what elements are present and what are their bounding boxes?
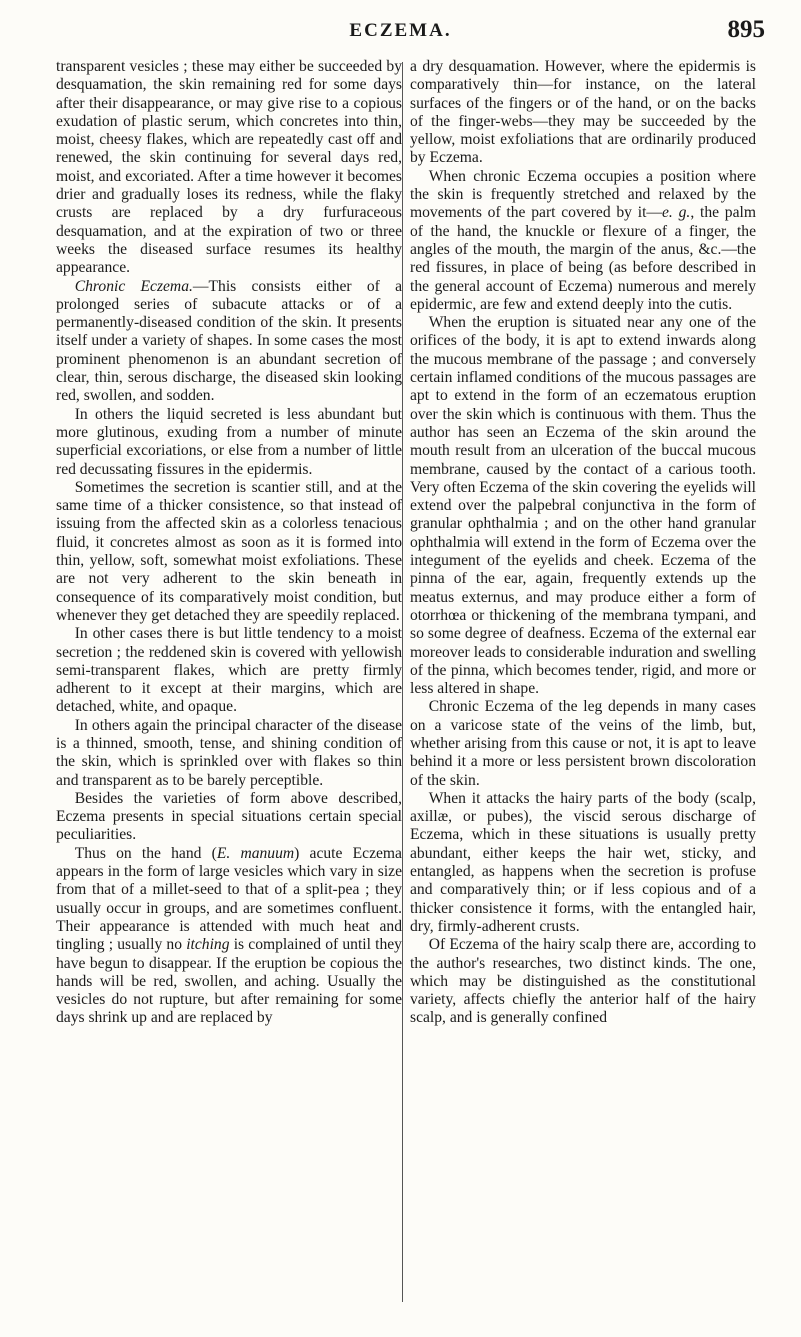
paragraph: Sometimes the secretion is scantier still, and at the same time of a thicker consistence, so that instead of issuing from the affected skin as a colorless tenacious fluid, it concretes almost as soon as it is formed into thin, yellow, soft, somewhat moist exfoliations. These are not very adherent to the skin beneath in consequence of its comparatively moist condition, but whenever they get detached they are speedily replaced. xyxy=(56,478,402,624)
paragraph: In others the liquid secreted is less abundant but more glutinous, exuding from a number of minute superficial excoriations, or else from a number of little red decussating fissures in the epidermis. xyxy=(56,405,402,478)
paragraph: In other cases there is but little tendency to a moist secretion ; the reddened skin is covered with yellowish semi-transparent flakes, which are pretty firmly adherent to it except at their margins, which are detached, white, and opaque. xyxy=(56,625,402,716)
paragraph: Besides the varieties of form above described, Eczema presents in special situations certain special peculiarities. xyxy=(56,789,402,844)
paragraph: When chronic Eczema occupies a position where the skin is frequently stretched and relaxed by the movements of the part covered by it—e. g., the palm of the hand, the knuckle or flexure of a finger, the angles of the mouth, the margin of the anus, &c.—the red fissures, in place of being (as before described in the general account of Eczema) numerous and merely epidermic, are few and extend deeply into the cutis. xyxy=(410,167,756,313)
page-header xyxy=(0,16,801,50)
paragraph: Chronic Eczema of the leg depends in many cases on a varicose state of the veins of the limb, but, whether arising from this cause or not, it is apt to leave behind it a more or less persistent brown discoloration of the skin. xyxy=(410,698,756,789)
paragraph: transparent vesicles ; these may either be succeeded by desquamation, the skin remaining red for some days after their disappearance, or may give rise to a copious exudation of plastic serum, which concretes into thin, moist, cheesy flakes, which are repeatedly cast off and renewed, the skin continuing for several days red, moist, and excoriated. After a time however it becomes drier and gradually loses its redness, while the flaky crusts are replaced by a dry furfuraceous desquamation, and at the expiration of two or three weeks the diseased surface resumes its healthy appearance. xyxy=(56,58,402,277)
left-column xyxy=(56,58,402,1028)
page-number: 895 xyxy=(727,16,765,43)
paragraph: In others again the principal character of the disease is a thinned, smooth, tense, and shining condition of the skin, which is sprinkled over with flakes so thin and transparent as to be barely perceptible. xyxy=(56,716,402,789)
paragraph: Chronic Eczema.—This consists either of a prolonged series of subacute attacks or of a permanently-diseased condition of the skin. It presents itself under a variety of shapes. In some cases the most prominent phenomenon is an abundant secretion of clear, thin, serous discharge, the diseased skin looking red, swollen, and sodden. xyxy=(56,277,402,405)
paragraph: a dry desquamation. However, where the epidermis is comparatively thin—for instance, on the lateral surfaces of the fingers or of the hand, or on the backs of the finger-webs—they may be succeeded by the yellow, moist exfoliations that are ordinarily produced by Eczema. xyxy=(410,58,756,167)
paragraph: When it attacks the hairy parts of the body (scalp, axillæ, or pubes), the viscid serous discharge of Eczema, which in these situations is usually pretty abundant, either keeps the hair wet, sticky, and entangled, as happens when the secretion is profuse and comparatively thin; or if less copious and of a thicker consistence it forms, with the entangled hair, dry, firmly-adherent crusts. xyxy=(410,789,756,935)
italic-word: itching xyxy=(186,936,230,954)
right-column xyxy=(410,58,756,1028)
latin-term: E. manuum xyxy=(216,844,295,862)
paragraph: Thus on the hand (E. manuum) acute Eczema appears in the form of large vesicles which vary in size from that of a millet-seed to that of a split-pea ; they usually occur in groups, and are sometimes confluent. Their appearance is attended with much heat and tingling ; usually no itching is complained of until they have begun to disappear. If the eruption be copious the hands will be red, swollen, and aching. Usually the vesicles do not rupture, but after remaining for some days shrink up and are replaced by xyxy=(56,844,402,1027)
column-divider xyxy=(402,62,403,1302)
section-term: Chronic Eczema. xyxy=(74,277,193,295)
italic-abbrev: e. g. xyxy=(662,204,691,222)
paragraph: When the eruption is situated near any one of the orifices of the body, it is apt to extend inwards along the mucous membrane of the passage ; and conversely certain inflamed conditions of the mucous passages are apt to extend in the form of an eczematous eruption over the skin which is continuous with them. Thus the author has seen an Eczema of the skin around the mouth result from an ulceration of the buccal mucous membrane, caused by the contact of a carious tooth. Very often Eczema of the skin covering the eyelids will extend over the palpebral conjunctiva in the form of granular ophthalmia ; and on the other hand granular ophthalmia will extend in the form of Eczema over the integument of the eyelids and cheek. Eczema of the pinna of the ear, again, frequently extends up the meatus externus, and may produce either a form of otorrhœa or thickening of the membrana tympani, and so some degree of deafness. Eczema of the external ear moreover leads to considerable induration and swelling of the pinna, which becomes tender, rigid, and more or less altered in shape. xyxy=(410,314,756,698)
running-title: ECZEMA. xyxy=(349,20,452,41)
paragraph: Of Eczema of the hairy scalp there are, according to the author's researches, two distinct kinds. The one, which may be distinguished as the constitutional variety, affects chiefly the anterior half of the hairy scalp, and is generally confined xyxy=(410,936,756,1027)
